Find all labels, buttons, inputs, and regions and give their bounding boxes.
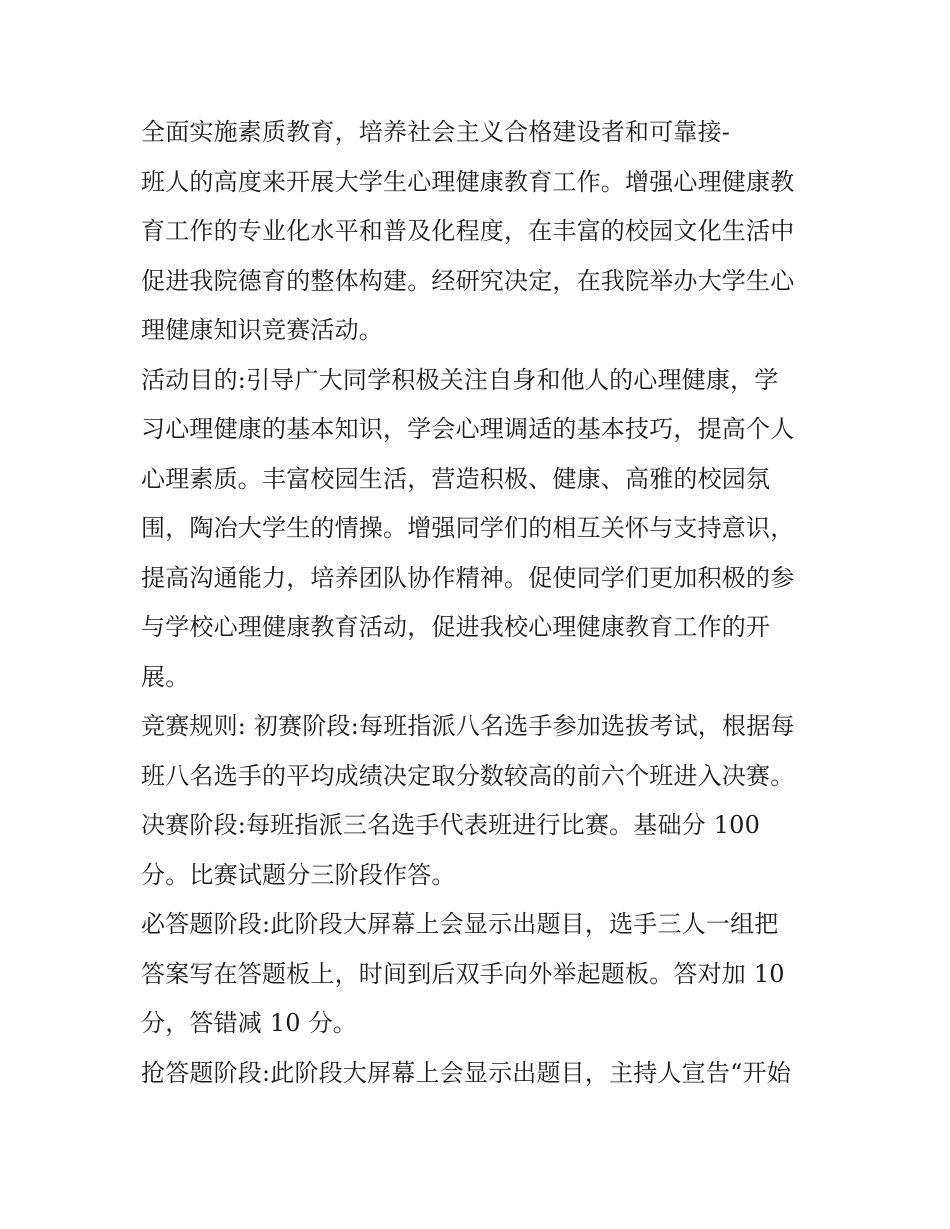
text-line: 促进我院德育的整体构建。经研究决定，在我院举办大学生心: [141, 266, 795, 295]
text-line: 全面实施素质教育，培养社会主义合格建设者和可靠接-: [141, 118, 731, 146]
text-line: 育工作的专业化水平和普及化程度，在丰富的校园文化生活中: [141, 217, 795, 245]
text-line: 答案写在答题板上，时间到后双手向外举起题板。答对加 10: [141, 959, 785, 988]
text-line: 竞赛规则: 初赛阶段:每班指派八名选手参加选拔考试，根据每: [141, 712, 795, 740]
text-line: 习心理健康的基本知识，学会心理调适的基本技巧，提高个人: [141, 415, 795, 443]
document-body: [141, 108, 821, 1098]
text-line: 理健康知识竞赛活动。: [141, 316, 383, 344]
text-line: 班人的高度来开展大学生心理健康教育工作。增强心理健康教: [141, 167, 795, 196]
text-line: 围，陶冶大学生的情操。增强同学们的相互关怀与支持意识，: [141, 514, 795, 542]
text-line: 班八名选手的平均成绩决定取分数较高的前六个班进入决赛。: [141, 761, 795, 790]
text-line: 分。比赛试题分三阶段作答。: [141, 860, 456, 889]
text-line: 展。: [141, 662, 190, 691]
text-line: 提高沟通能力，培养团队协作精神。促使同学们更加积极的参: [141, 563, 795, 592]
text-line: 与学校心理健康教育活动，促进我校心理健康教育工作的开: [141, 613, 771, 641]
text-line: 分，答错减 10 分。: [141, 1009, 357, 1037]
text-line: 决赛阶段:每班指派三名选手代表班进行比赛。基础分 100: [141, 811, 761, 839]
text-line: 抢答题阶段:此阶段大屏幕上会显示出题目，主持人宣告“开始: [141, 1058, 791, 1087]
text-line: 必答题阶段:此阶段大屏幕上会显示出题目，选手三人一组把: [141, 910, 779, 938]
text-line: 心理素质。丰富校园生活，营造积极、健康、高雅的校园氛: [141, 464, 771, 493]
text-line: 活动目的:引导广大同学积极关注自身和他人的心理健康，学: [141, 365, 779, 394]
